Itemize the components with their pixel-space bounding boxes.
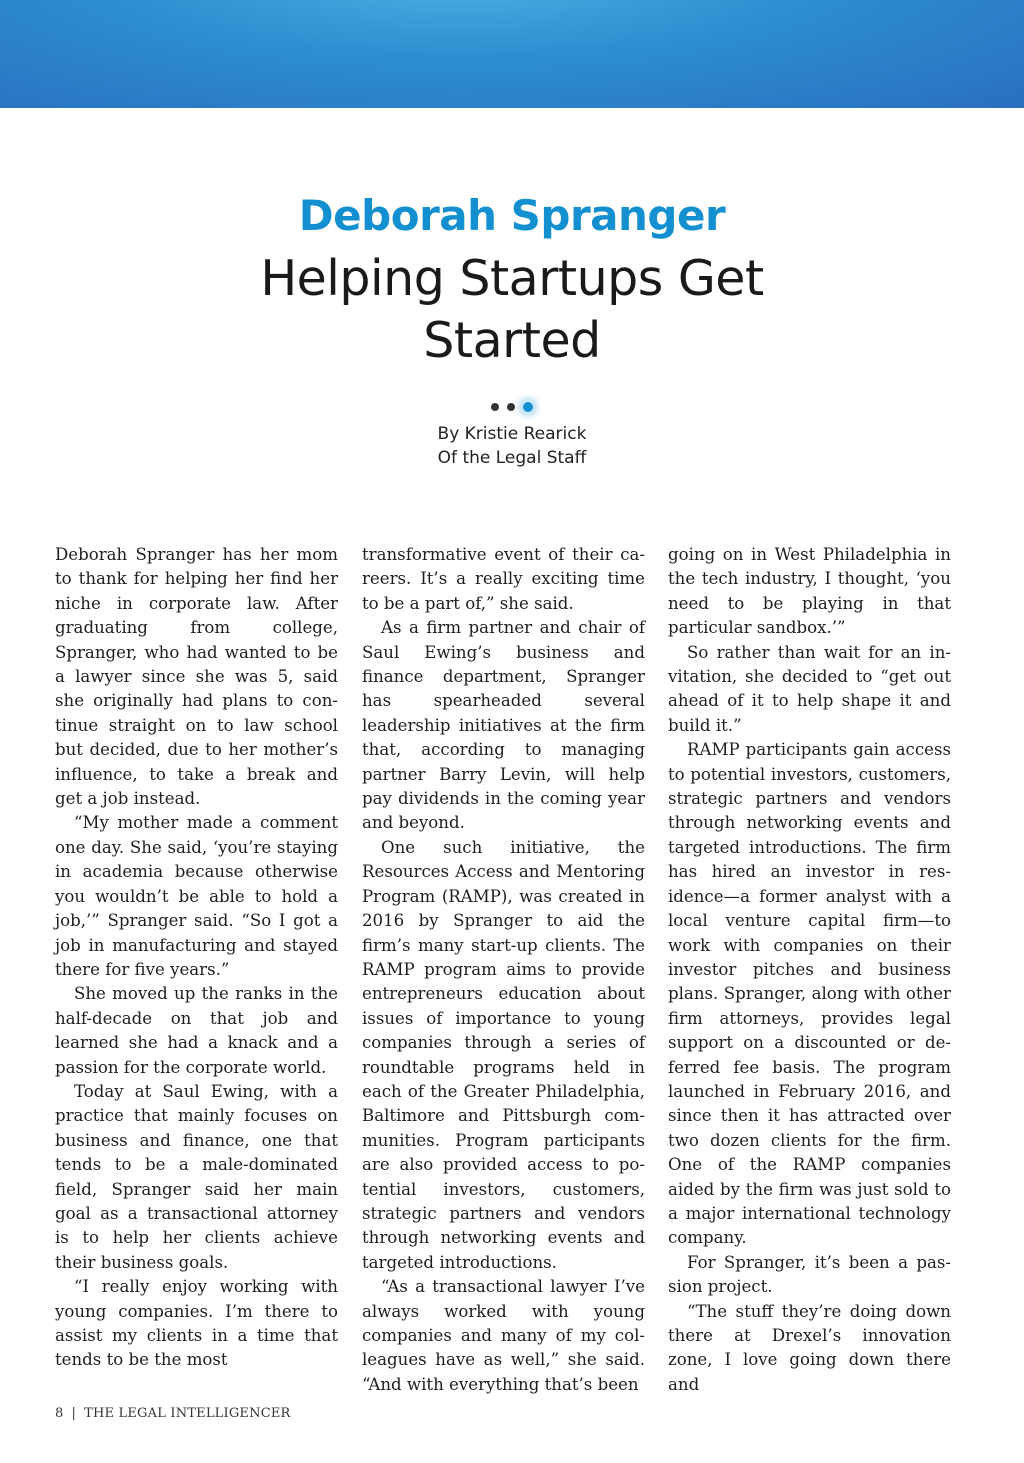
dot-icon	[491, 403, 499, 411]
column-middle	[362, 543, 645, 1397]
paragraph: going on in West Philadelphia in the tech industry, I thought, ‘you need to be playing in that particular sandbox.’”	[668, 545, 951, 638]
paragraph: “As a transactional lawyer I’ve always worked with young companies and many of my colleagues have as well,” she said. “And with everything that’s been	[362, 1277, 645, 1394]
publication-name: THE LEGAL INTELLIGENCER	[84, 1406, 291, 1421]
paragraph: “The stuff they’re doing down there at Drexel’s innovation zone, I love going down there and	[668, 1301, 951, 1394]
article-title: Helping Startups Get Started	[260, 250, 764, 369]
column-left	[55, 543, 338, 1373]
dot-highlight-icon	[523, 402, 533, 412]
decorative-dots	[0, 396, 1024, 416]
paragraph: One such initiative, the Resources Access and Mentoring Program (RAMP), was created in 2016 by Spranger to aid the firm’s many start-up clients. The RAMP program aims to provide entrepreneurs education about issues of importance to young companies through a series of roundtable programs held in each of the Greater Philadelphia, Baltimore and Pittsburgh communities. Program participants are also provided access to potential investors, customers, strategic partners and vendors through networking events and targeted introductions.	[362, 837, 645, 1272]
column-right	[668, 543, 951, 1397]
byline	[0, 422, 1024, 470]
paragraph: She moved up the ranks in the half-decade on that job and learned she had a knack and a passion for the corporate world.	[55, 984, 338, 1077]
page-number: 8	[55, 1406, 64, 1421]
paragraph: “I really enjoy working with young companies. I’m there to assist my clients in a time that tends to be the most	[55, 1277, 338, 1370]
article-header	[0, 190, 1024, 372]
paragraph: RAMP participants gain access to potential investors, customers, strategic partners and vendors through networking events and targeted introductions. The firm has hired an investor in residence—a former analyst with a local venture capital firm—to work with companies on their investor pitches and business plans. Spranger, along with other firm attorneys, provides legal support on a discounted or deferred fee basis. The program launched in February 2016, and since then it has attracted over two dozen clients for the firm. One of the RAMP companies aided by the firm was just sold to a major international technology company.	[668, 740, 951, 1248]
paragraph: transformative event of their careers. It’s a really exciting time to be a part of,” she said.	[362, 545, 645, 613]
paragraph: “My mother made a comment one day. She said, ‘you’re staying in academia because otherwise you wouldn’t be able to hold a job,’” Spranger said. “So I got a job in manufacturing and stayed there for five years.”	[55, 813, 338, 979]
paragraph: Today at Saul Ewing, with a practice that mainly focuses on business and finance, one that tends to be a male-dominated field, Spranger said her main goal as a transactional attorney is to help her clients achieve their business goals.	[55, 1081, 338, 1272]
page-footer	[55, 1406, 291, 1421]
footer-separator: |	[71, 1406, 77, 1421]
byline-author: By Kristie Rearick	[437, 424, 587, 444]
byline-staff: Of the Legal Staff	[437, 448, 587, 468]
article-name: Deborah Spranger	[298, 191, 726, 240]
paragraph: As a firm partner and chair of Saul Ewing’s business and finance department, Spranger has spearheaded several leadership initiatives at the firm that, according to managing partner Barry Levin, will help pay dividends in the coming year and beyond.	[362, 618, 645, 833]
dot-icon	[507, 403, 515, 411]
top-banner	[0, 0, 1024, 108]
paragraph: For Spranger, it’s been a passion project.	[668, 1252, 951, 1297]
paragraph: Deborah Spranger has her mom to thank for helping her find her niche in corporate law. After graduating from college, Spranger, who had wanted to be a lawyer since she was 5, said she originally had plans to continue straight on to law school but decided, due to her mother’s influence, to take a break and get a job instead.	[55, 545, 338, 809]
paragraph: So rather than wait for an invitation, she decided to “get out ahead of it to help shape it and build it.”	[668, 642, 951, 735]
